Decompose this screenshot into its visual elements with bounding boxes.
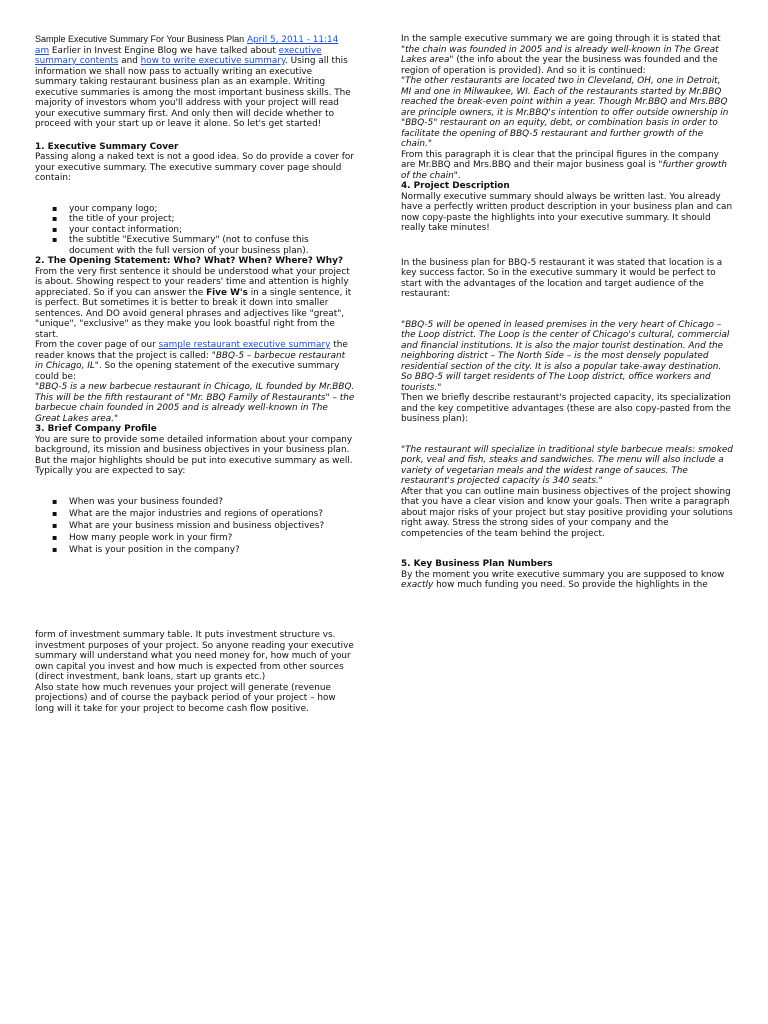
post-date-link[interactable]: April 5, 2011 - 11:14 am bbox=[35, 35, 339, 56]
intro-paragraph bbox=[35, 34, 355, 130]
numbers-text-b: how much funding you need. So provide the highlights in the bbox=[436, 580, 708, 590]
capacity-text: Then we briefly describe restaurant's projected capacity, its specialization and the key competitive advantages (these are also copy-pasted from the business plan): bbox=[401, 393, 731, 424]
location-text: In the business plan for BBQ-5 restaurant it was stated that location is a key success factor. So in the executive summary it would be perfect to start with the advantages of the location and target audience of the restaurant: bbox=[401, 257, 723, 299]
cover-ref-c: ". So the opening statement of the executive summary could be: bbox=[35, 361, 340, 382]
list-item: ▪ the subtitle "Executive Summary" (not to confuse this document with the full version of your business plan). bbox=[69, 235, 355, 256]
description-text: Normally executive summary should always be written last. You already have a perfectly written product description in your business plan and can now copy-paste the highlights into your executive summary. It should really take minutes! bbox=[401, 191, 733, 233]
list-item: ▪ What are your business mission and business objectives? bbox=[69, 521, 355, 532]
founding-text-b: (the info about the year the business was founded and the region of operation is provided). And so it is continued: bbox=[401, 55, 718, 76]
founding-italic: "the chain was founded in 2005 and is already well-known in The Great Lakes area" bbox=[401, 44, 719, 65]
section-heading-opening: 2. The Opening Statement: Who? What? When? Where? Why? bbox=[35, 256, 344, 266]
section-heading-project: 4. Project Description bbox=[401, 181, 510, 191]
intro-text-b: . Using all this information we shall now pass to actually writing an executive summary taking restaurant business plan as an example. Writing executive summaries is among the most important business skills. The majority of investors whom you'll address with your project will read your executive summary first. And only then will decide whether to proceed with your start up or leave it alone. So let's get started! bbox=[35, 56, 351, 129]
restaurants-quote: "The other restaurants are located two in Cleveland, OH, one in Detroit, MI and one in Milwaukee, WI. Each of the restaurants started by Mr.BBQ reached the break-even point within a year. Though Mr.BBQ and Mrs.BBQ are principle owners, it is Mr.BBQ's intention to offer outside ownership in "BBQ-5" restaurant on an equity, debt, or combination basis in order to facilitate the opening of BBQ-5 restaurant and further growth of the chain." bbox=[401, 76, 729, 149]
opening-text bbox=[35, 267, 355, 341]
sample-restaurant-link[interactable]: sample restaurant executive summary bbox=[158, 340, 331, 350]
principal-text-b: . bbox=[457, 170, 461, 181]
list-item: ▪ your contact information; bbox=[69, 225, 355, 236]
cover-ref-a: From the cover page of our bbox=[35, 340, 156, 350]
how-to-write-link[interactable]: how to write executive summary bbox=[140, 56, 286, 66]
opening-text-a: From the very first sentence it should be understood what your project is about. Showing respect to your readers' time and attention is highly appreciated. So if you can answer the bbox=[35, 266, 350, 298]
five-ws: Five W's bbox=[206, 287, 248, 298]
opening-text-b: in a single sentence, it is perfect. But sometimes it is better to break it down into smaller sentences. And DO avoid general phrases and adjectives like "great", "unique", "exclusive" as they make you look boastful right from the start. bbox=[35, 287, 352, 340]
list-item: ▪ What are the major industries and regions of operations? bbox=[69, 509, 355, 520]
cover-ref-b: the reader knows that the project is called: " bbox=[35, 340, 348, 361]
revenue-text: Also state how much revenues your project will generate (revenue projections) and of course the payback period of your project – how long will it take for your project to become cash flow positive. bbox=[35, 682, 336, 714]
numbers-text-a: By the moment you write executive summary you are supposed to know bbox=[401, 569, 725, 580]
objectives-text: After that you can outline main business objectives of the project showing that you have a clear vision and know your goals. Then write a paragraph about major risks of your project but stay positive providing your solutions right away. Stress the strong sides of your company and the competencies of the team behind the project. bbox=[401, 486, 733, 539]
principal-text-a: From this paragraph it is clear that the principal figures in the company are Mr.BBQ and Mrs.BBQ and their major business goal is bbox=[401, 149, 719, 170]
cover-text: Passing along a naked text is not a good idea. So do provide a cover for your executive summary. The executive summary cover page should contain: bbox=[35, 152, 354, 183]
list-item: ▪ What is your position in the company? bbox=[69, 545, 355, 556]
intro-and: and bbox=[121, 56, 138, 66]
executive-summary-contents-link[interactable]: executive summary contents bbox=[35, 45, 322, 66]
list-item: ▪ How many people work in your firm? bbox=[69, 533, 355, 544]
specialization-quote: "The restaurant will specialize in traditional style barbecue meals: smoked pork, veal and fish, steaks and sandwiches. The menu will also include a variety of vegetarian meals and the widest range of sauces. The restaurant's projected capacity is 340 seats." bbox=[401, 444, 733, 486]
list-item: ▪ your company logo; bbox=[69, 204, 355, 215]
right-column bbox=[401, 34, 733, 591]
founding-text-a: In the sample executive summary we are going through it is stated that bbox=[401, 34, 721, 44]
numbers-italic: exactly bbox=[401, 580, 434, 590]
founding-text bbox=[401, 34, 733, 76]
post-title: Sample Executive Summary For Your Business Plan bbox=[35, 34, 245, 44]
principal-text bbox=[401, 150, 733, 182]
intro-text-a: Earlier in Invest Engine Blog we have talked about bbox=[51, 45, 276, 56]
numbers-text bbox=[401, 570, 733, 591]
principal-italic: "further growth of the chain" bbox=[401, 160, 727, 181]
section-heading-cover: 1. Executive Summary Cover bbox=[35, 141, 179, 152]
cover-list bbox=[35, 204, 355, 257]
left-bottom-column bbox=[35, 630, 355, 714]
section-heading-profile: 3. Brief Company Profile bbox=[35, 424, 157, 434]
profile-text: You are sure to provide some detailed information about your company background, its mission and business objectives in your business plan. But the major highlights should be put into executive summary as well. Typically you are expected to say: bbox=[35, 434, 353, 476]
profile-list bbox=[35, 497, 355, 556]
investment-text: form of investment summary table. It puts investment structure vs. investment purposes of your project. So anyone reading your executive summary will understand what you need money for, how much of your own capital you invest and how much is expected from other sources (direct investment, bank loans, start up grants etc.) bbox=[35, 630, 354, 682]
location-quote: "BBQ-5 will be opened in leased premises in the very heart of Chicago – the Loop district. The Loop is the center of Chicago's cultural, commercial and financial institutions. It is also the major tourist destination. And the neighboring district – The North Side – is the most densely populated residential section of the city. It is also a popular take-away destination. So BBQ-5 will target residents of The Loop district, office workers and tourists." bbox=[401, 319, 730, 393]
section-heading-numbers: 5. Key Business Plan Numbers bbox=[401, 559, 553, 569]
list-item: ▪ When was your business founded? bbox=[69, 497, 355, 508]
cover-reference-text bbox=[35, 340, 355, 382]
cover-ref-italic: BBQ-5 – barbecue restaurant in Chicago, IL bbox=[35, 350, 346, 371]
list-item: ▪ the title of your project; bbox=[69, 214, 355, 225]
opening-quote: "BBQ-5 is a new barbecue restaurant in Chicago, IL founded by Mr.BBQ. This will be the fifth restaurant of "Mr. BBQ Family of Restaurants" – the barbecue chain founded in 2005 and is already well-known in The Great Lakes area." bbox=[35, 382, 355, 424]
left-column bbox=[35, 34, 355, 555]
